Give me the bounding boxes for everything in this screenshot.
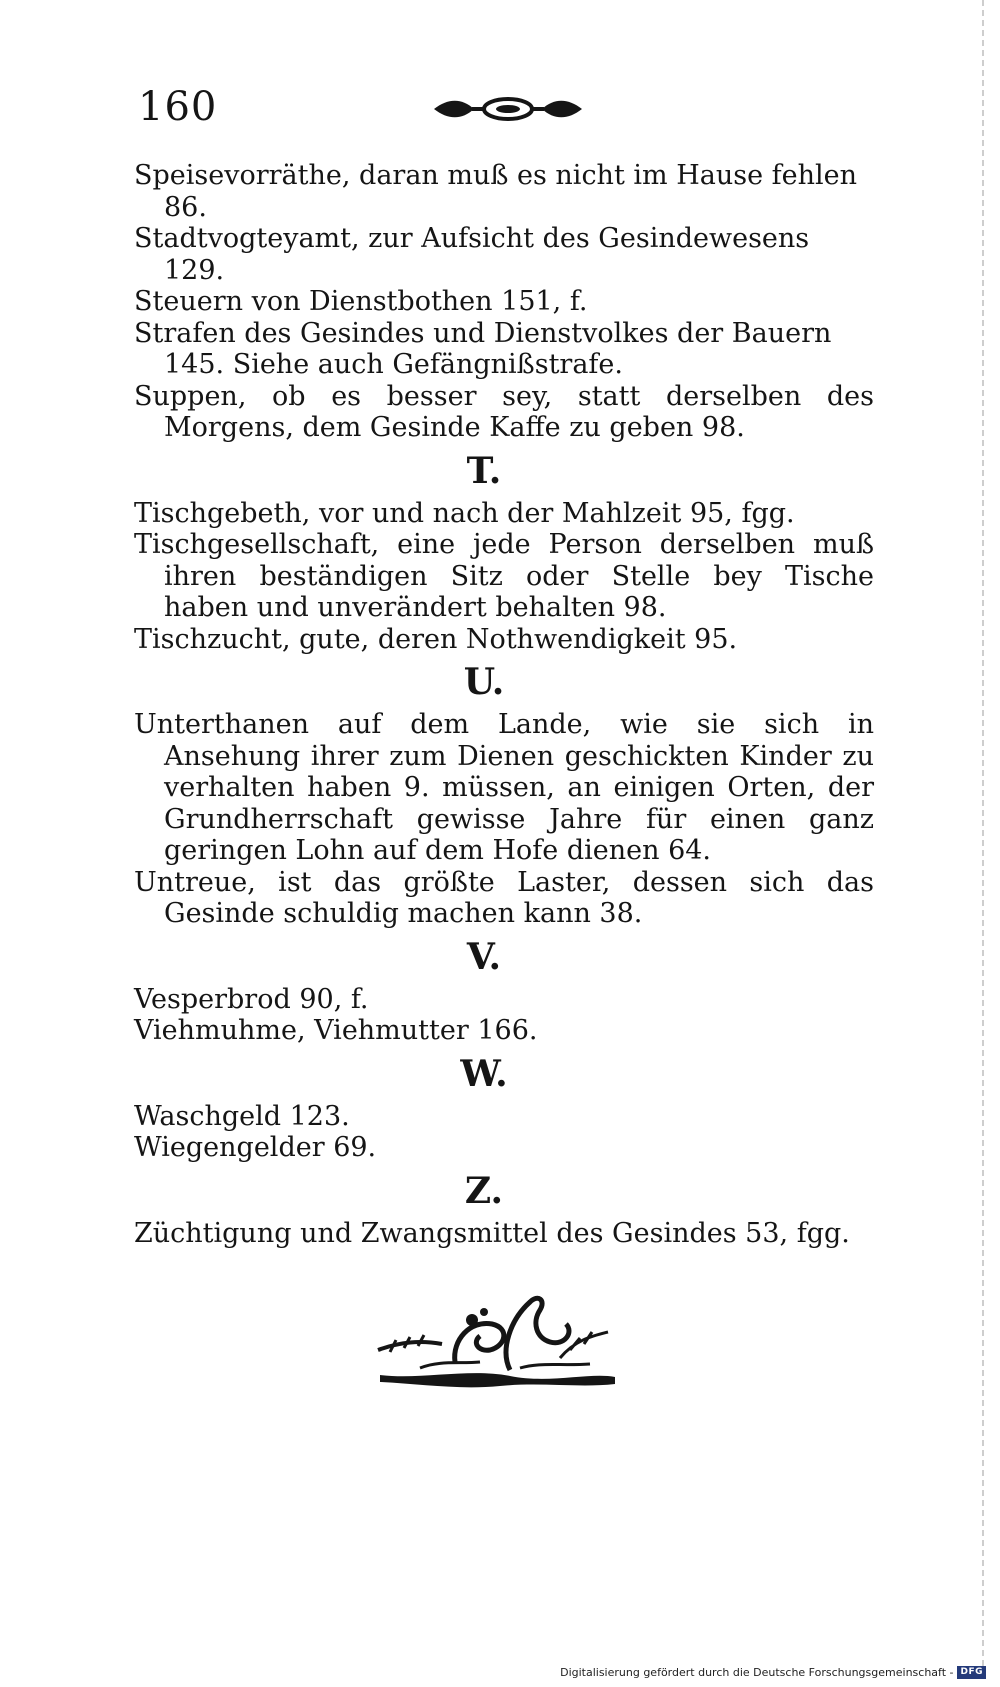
index-entry: Speisevorräthe, daran muß es nicht im Hause fehlen 86. <box>134 160 858 223</box>
index-list <box>134 160 874 1249</box>
page-number: 160 <box>138 84 218 130</box>
header-ornament-icon <box>428 94 588 124</box>
section-letter-z: Z. <box>464 1169 504 1212</box>
index-entry: Waschgeld 123. <box>134 1100 350 1132</box>
section-letter-w: W. <box>460 1052 508 1095</box>
index-entry: Unterthanen auf dem Lande, wie sie sich in Ansehung ihrer zum Dienen geschickten Kinder zu verhalten haben 9. müssen, an einigen Orten, der Grundherrschaft gewisse Jahre für einen ganz geringen Lohn auf dem Hofe dienen 64. <box>134 709 874 866</box>
section-letter-u: U. <box>463 661 505 703</box>
page-edge-line <box>982 0 984 1680</box>
index-entry: Tischgebeth, vor und nach der Mahlzeit 95, fgg. <box>134 497 795 529</box>
tailpiece-ornament-icon <box>360 1280 630 1390</box>
index-entry: Vesperbrod 90, f. <box>134 983 369 1015</box>
section-letter-v: V. <box>466 935 502 978</box>
index-entry: Stadtvogteyamt, zur Aufsicht des Gesindewesens 129. <box>134 223 810 286</box>
dfg-logo: DFG <box>957 1666 986 1679</box>
section-letter-t: T. <box>466 449 502 492</box>
digitization-credit <box>560 1666 986 1679</box>
index-entry: Züchtigung und Zwangsmittel des Gesindes 53, fgg. <box>134 1217 850 1249</box>
index-entry: Tischgesellschaft, eine jede Person derselben muß ihren beständigen Sitz oder Stelle bey Tische haben und unverändert behalten 98. <box>134 529 874 623</box>
index-entry: Steuern von Dienstbothen 151, f. <box>134 286 588 317</box>
index-entry: Wiegengelder 69. <box>134 1132 377 1163</box>
index-entry: Untreue, ist das größte Laster, dessen sich das Gesinde schuldig machen kann 38. <box>134 866 874 929</box>
index-entry: Suppen, ob es besser sey, statt derselben des Morgens, dem Gesinde Kaffe zu geben 98. <box>134 380 874 443</box>
credit-text: Digitalisierung gefördert durch die Deutsche Forschungsgemeinschaft - <box>560 1666 954 1679</box>
index-entry: Viehmuhme, Viehmutter 166. <box>134 1015 538 1046</box>
index-entry: Tischzucht, gute, deren Nothwendigkeit 95. <box>134 623 738 655</box>
index-entry: Strafen des Gesindes und Dienstvolkes der Bauern 145. Siehe auch Gefängnißstrafe. <box>134 317 832 380</box>
page-header <box>138 84 858 144</box>
